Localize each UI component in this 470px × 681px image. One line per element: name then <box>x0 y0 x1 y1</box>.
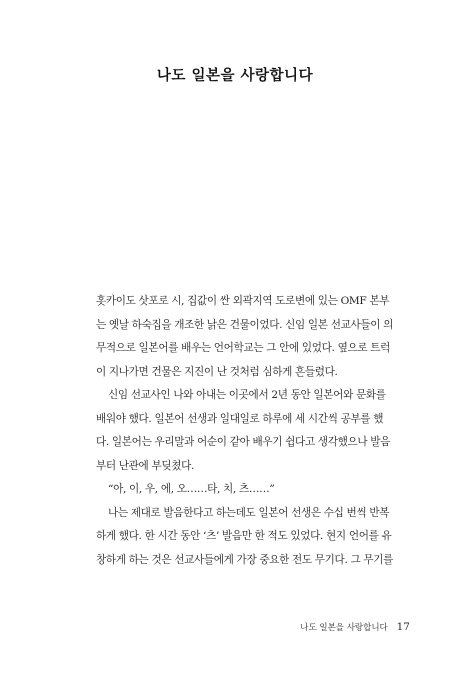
text-line: 하게 했다. 한 시간 동안 ‘츠’ 발음만 한 적도 있었다. 현지 언어를 유 <box>96 530 392 542</box>
text-line: 다. 일본어는 우리말과 어순이 같아 배우기 쉽다고 생각했으나 발음 <box>96 436 391 448</box>
running-title: 나도 일본을 사랑합니다 <box>300 623 388 633</box>
text-line: 신임 선교사인 나와 아내는 이곳에서 2년 동안 일본어와 문화를 <box>108 389 386 401</box>
text-line: 는 옛날 하숙집을 개조한 낡은 건물이었다. 신임 일본 선교사들이 의 <box>96 318 394 331</box>
quote-line: “아, 이, 우, 에, 오……타, 치, 츠……” <box>108 483 275 495</box>
text-line: 무적으로 일본어를 배우는 언어학교는 그 안에 있었다. 옆으로 트럭 <box>96 342 391 354</box>
page-footer <box>290 621 410 633</box>
body-text <box>96 290 394 572</box>
page-number: 17 <box>396 621 410 633</box>
text-line: 배워야 했다. 일본어 선생과 일대일로 하루에 세 시간씩 공부를 했 <box>96 412 384 425</box>
text-line: 창하게 하는 것은 선교사들에게 가장 중요한 전도 무기다. 그 무기를 <box>96 553 394 566</box>
text-line: 나는 제대로 발음한다고 하는데도 일본어 선생은 수십 번씩 반복 <box>108 506 390 519</box>
text-line: 부터 난관에 부딪쳤다. <box>96 459 195 472</box>
chapter-title: 나도 일본을 사랑합니다 <box>156 68 314 84</box>
text-line: 이 지나가면 건물은 지진이 난 것처럼 심하게 흔들렸다. <box>96 365 338 378</box>
text-line: 홋카이도 삿포로 시, 집값이 싼 외곽지역 도로변에 있는 OMF 본부 <box>96 295 390 307</box>
